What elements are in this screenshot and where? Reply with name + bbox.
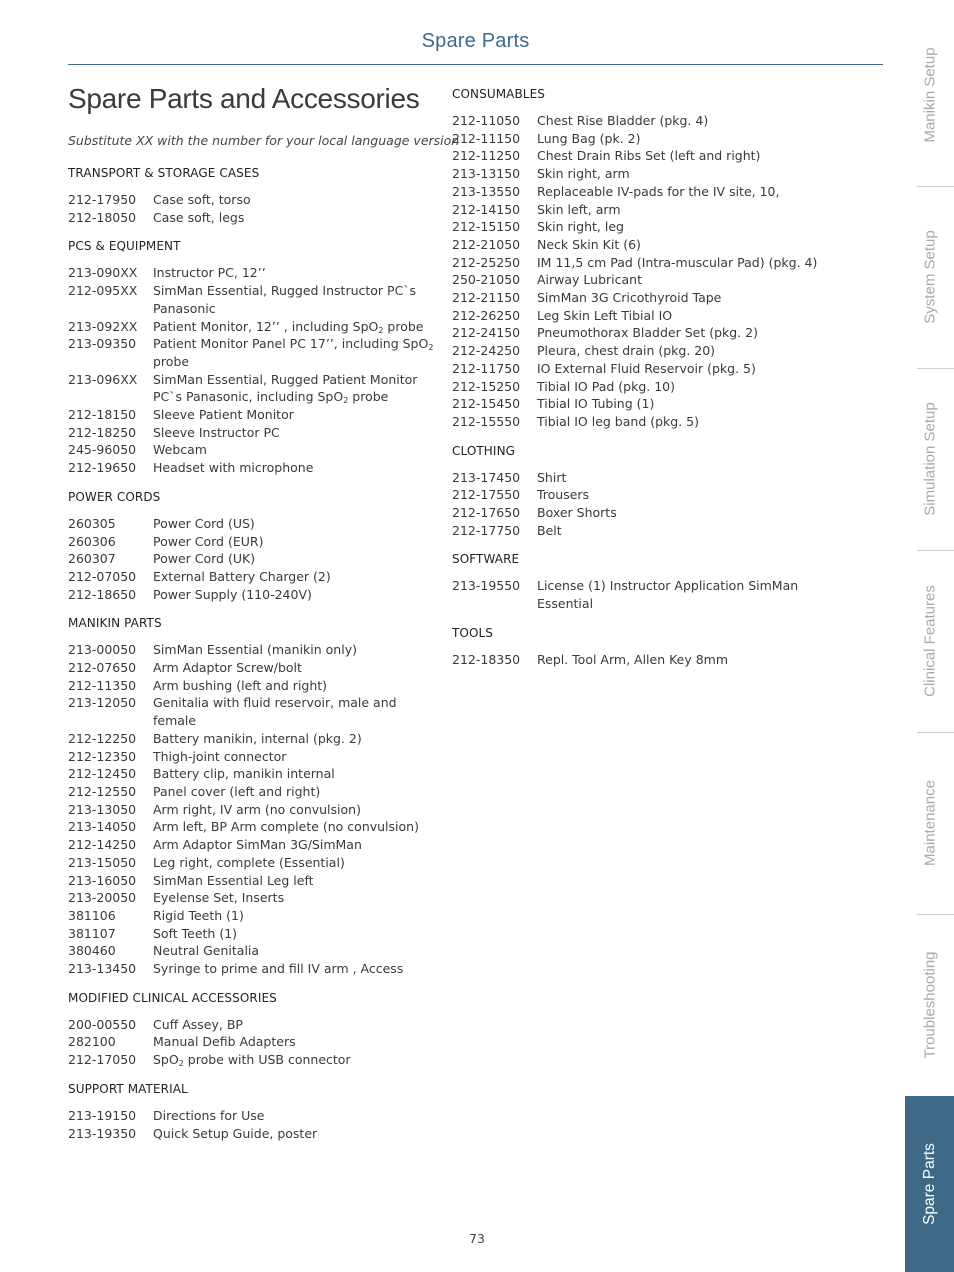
section-title: CONSUMABLES (452, 87, 545, 101)
part-description: Syringe to prime and fill IV arm , Access (153, 961, 404, 977)
parts-section (68, 990, 443, 1069)
part-row (452, 342, 837, 360)
part-row (68, 730, 443, 748)
part-row (68, 568, 443, 586)
part-description: Thigh-joint connector (153, 748, 287, 764)
part-description: External Battery Charger (2) (153, 568, 331, 584)
part-number: 212-095XX (68, 283, 138, 299)
part-description: SimMan Essential Leg left (153, 872, 314, 888)
part-row (452, 504, 837, 522)
part-number: 213-13050 (68, 801, 137, 817)
part-number: 212-11250 (452, 148, 521, 164)
part-row (68, 318, 443, 336)
part-row (452, 486, 837, 504)
page-number: 73 (469, 1231, 485, 1246)
part-row (68, 459, 443, 477)
part-description: Directions for Use (153, 1107, 265, 1123)
part-description: Panel cover (left and right) (153, 783, 321, 799)
subscript: 2 (178, 1059, 184, 1069)
section-title: SUPPORT MATERIAL (68, 1081, 188, 1096)
part-description: Eyelense Set, Inserts (153, 890, 285, 906)
part-description: Replaceable IV-pads for the IV site, 10, (537, 183, 780, 199)
part-description: Arm right, IV arm (no convulsion) (153, 801, 361, 817)
part-row (68, 872, 443, 890)
part-number: 212-21150 (452, 290, 521, 306)
part-number: 381106 (68, 907, 116, 923)
right-column (452, 86, 837, 681)
part-number: 250-21050 (452, 272, 521, 288)
part-row (452, 147, 837, 165)
part-description: Power Cord (UK) (153, 551, 256, 567)
part-row (68, 783, 443, 801)
parts-section (452, 551, 837, 612)
part-row (68, 818, 443, 836)
part-number: 212-17650 (452, 505, 521, 521)
sidebar-tab-label: Manikin Setup (921, 47, 938, 143)
part-description: Battery manikin, internal (pkg. 2) (153, 730, 362, 746)
sidebar-tab-simulation-setup[interactable] (905, 368, 954, 550)
part-row (452, 307, 837, 325)
part-number: 212-11350 (68, 677, 137, 693)
part-row (68, 960, 443, 978)
subscript: 2 (428, 343, 434, 353)
part-description: Chest Rise Bladder (pkg. 4) (537, 113, 709, 128)
part-number: 260307 (68, 551, 116, 567)
part-number: 213-00050 (68, 642, 137, 658)
part-description: Patient Monitor, 12’’ , including SpO$_2$ probe (153, 318, 424, 335)
part-row (452, 413, 837, 431)
part-number: 212-18650 (68, 586, 137, 602)
part-number: 212-18050 (68, 209, 137, 225)
part-row (68, 748, 443, 766)
part-row (452, 360, 837, 378)
part-number: 213-19350 (68, 1125, 137, 1141)
part-row (452, 395, 837, 413)
part-description: Quick Setup Guide, poster (153, 1125, 318, 1141)
part-description: Battery clip, manikin internal (153, 766, 335, 782)
part-row (452, 236, 837, 254)
part-description: SimMan Essential, Rugged Instructor PC`s Panasonic (153, 283, 417, 316)
part-number: 213-16050 (68, 872, 137, 888)
part-description: Cuff Assey, BP (153, 1016, 243, 1032)
part-row (68, 1016, 443, 1034)
parts-section (452, 86, 837, 431)
part-description: Belt (537, 522, 562, 538)
section-title: MANIKIN PARTS (68, 616, 162, 631)
part-description: Power Cord (EUR) (153, 533, 264, 549)
part-row (68, 1107, 443, 1125)
part-description: IM 11,5 cm Pad (Intra-muscular Pad) (pkg. 4) (537, 254, 818, 270)
part-row (68, 694, 443, 729)
part-description: Tibial IO Tubing (1) (537, 396, 655, 412)
part-number: 212-12550 (68, 783, 137, 799)
section-title: CLOTHING (452, 443, 516, 458)
part-row (452, 577, 837, 612)
parts-section (452, 625, 837, 669)
part-description: SpO$_2$ probe with USB connector (153, 1052, 351, 1069)
part-row (68, 836, 443, 854)
part-number: 212-24250 (452, 343, 521, 359)
section-title: MODIFIED CLINICAL ACCESSORIES (68, 990, 277, 1005)
part-description: Pneumothorax Bladder Set (pkg. 2) (537, 325, 758, 341)
part-description: Repl. Tool Arm, Allen Key 8mm (537, 651, 729, 667)
subscript: 2 (378, 325, 384, 335)
part-number: 212-25250 (452, 254, 521, 270)
section-title: PCS & EQUIPMENT (68, 239, 181, 254)
part-row (68, 191, 443, 209)
sidebar-tab-label: System Setup (921, 230, 938, 324)
part-description: Genitalia with fluid reservoir, male and female (153, 695, 397, 729)
section-title: SOFTWARE (452, 552, 520, 567)
part-row (68, 801, 443, 819)
part-number: 213-15050 (68, 854, 137, 870)
part-description: Trousers (537, 487, 590, 503)
part-description: Power Supply (110-240V) (153, 586, 312, 602)
part-number: 213-19150 (68, 1107, 137, 1123)
part-description: Tibial IO leg band (pkg. 5) (537, 413, 699, 429)
part-number: 213-14050 (68, 819, 137, 835)
part-number: 213-20050 (68, 890, 137, 906)
part-row (68, 335, 443, 370)
part-number: 213-09350 (68, 336, 137, 352)
sidebar-nav (905, 0, 954, 1272)
part-row (68, 424, 443, 442)
part-description: Arm left, BP Arm complete (no convulsion) (153, 819, 419, 835)
part-description: Sleeve Patient Monitor (153, 407, 294, 423)
part-number: 212-15250 (452, 378, 521, 394)
subtitle: Substitute XX with the number for your local language version (68, 133, 460, 148)
part-row (452, 378, 837, 396)
part-row (68, 586, 443, 604)
part-row (68, 765, 443, 783)
page-heading: Spare Parts and Accessories (68, 83, 420, 114)
part-number: 213-17450 (452, 469, 521, 485)
part-number: 212-11050 (452, 113, 521, 128)
part-number: 381107 (68, 925, 116, 941)
part-number: 212-26250 (452, 307, 521, 323)
sidebar-tab-spare-parts[interactable] (905, 1096, 954, 1272)
part-number: 212-18150 (68, 407, 137, 423)
part-description: SimMan Essential, Rugged Patient Monitor PC`s Panasonic, including SpO$_2$ probe (153, 371, 418, 406)
sidebar-tab-troubleshooting[interactable] (905, 914, 954, 1096)
sidebar-tab-manikin-setup[interactable] (905, 4, 954, 186)
part-description: Tibial IO Pad (pkg. 10) (537, 378, 675, 394)
part-description: Headset with microphone (153, 460, 314, 476)
part-row (452, 201, 837, 219)
part-row (68, 641, 443, 659)
part-row (452, 469, 837, 487)
part-number: 212-17050 (68, 1052, 137, 1068)
part-row (452, 271, 837, 289)
part-number: 213-090XX (68, 265, 138, 281)
part-description: Sleeve Instructor PC (153, 424, 280, 440)
subscript: 2 (343, 396, 349, 406)
part-number: 245-96050 (68, 442, 137, 458)
part-description: Chest Drain Ribs Set (left and right) (537, 148, 761, 164)
part-description: License (1) Instructor Application SimMan Essential (537, 578, 799, 612)
section-title: POWER CORDS (68, 489, 161, 504)
part-number: 212-19650 (68, 460, 137, 476)
parts-section (68, 165, 443, 226)
part-number: 213-13550 (452, 183, 521, 199)
part-row (68, 889, 443, 907)
part-row (452, 289, 837, 307)
left-column (68, 165, 443, 1154)
part-description: Shirt (537, 469, 567, 485)
part-description: Webcam (153, 442, 207, 458)
part-row (68, 550, 443, 568)
part-row (68, 942, 443, 960)
part-number: 212-07050 (68, 568, 137, 584)
part-number: 212-21050 (452, 236, 521, 252)
part-number: 212-12250 (68, 730, 137, 746)
part-number: 213-13150 (452, 166, 521, 182)
part-description: Skin right, arm (537, 166, 630, 182)
part-number: 260305 (68, 515, 116, 531)
part-description: Instructor PC, 12’’ (153, 265, 266, 281)
part-description: Arm bushing (left and right) (153, 677, 328, 693)
part-row (452, 254, 837, 272)
parts-section (68, 489, 443, 604)
part-row (68, 371, 443, 406)
part-row (68, 925, 443, 943)
part-number: 212-17750 (452, 522, 521, 538)
part-row (68, 441, 443, 459)
part-row (452, 218, 837, 236)
part-number: 212-11150 (452, 130, 521, 146)
part-description: Neutral Genitalia (153, 943, 260, 959)
sidebar-tab-label: Spare Parts (920, 1143, 938, 1225)
part-description: SimMan 3G Cricothyroid Tape (537, 290, 722, 306)
parts-section (68, 615, 443, 977)
part-description: Neck Skin Kit (6) (537, 236, 641, 252)
part-number: 212-15150 (452, 219, 521, 235)
part-row (68, 264, 443, 282)
part-description: Leg Skin Left Tibial IO (537, 307, 673, 323)
part-row (68, 406, 443, 424)
section-title: TRANSPORT & STORAGE CASES (68, 166, 260, 180)
part-row (68, 1125, 443, 1143)
part-row (452, 130, 837, 148)
part-row (452, 324, 837, 342)
part-row (68, 209, 443, 227)
part-number: 212-14250 (68, 837, 137, 853)
part-row (452, 651, 837, 669)
sidebar-tab-label: Troubleshooting (921, 951, 938, 1059)
parts-section (68, 238, 443, 476)
part-description: Lung Bag (pk. 2) (537, 130, 641, 146)
part-row (452, 522, 837, 540)
part-description: Arm Adaptor SimMan 3G/SimMan (153, 837, 362, 853)
part-number: 282100 (68, 1034, 116, 1050)
sidebar-tab-system-setup[interactable] (905, 186, 954, 368)
part-number: 200-00550 (68, 1016, 137, 1032)
part-description: Arm Adaptor Screw/bolt (153, 660, 302, 676)
part-number: 213-096XX (68, 371, 138, 387)
part-description: Boxer Shorts (537, 505, 617, 521)
part-description: Leg right, complete (Essential) (153, 854, 345, 870)
part-description: Power Cord (US) (153, 515, 255, 531)
part-row (452, 165, 837, 183)
part-number: 212-12450 (68, 766, 137, 782)
part-description: Pleura, chest drain (pkg. 20) (537, 343, 716, 359)
part-description: Skin right, leg (537, 219, 624, 235)
part-number: 212-07650 (68, 660, 137, 676)
part-row (68, 1033, 443, 1051)
part-number: 213-12050 (68, 695, 137, 711)
part-number: 380460 (68, 943, 116, 959)
part-number: 212-17550 (452, 487, 521, 503)
part-row (68, 515, 443, 533)
part-number: 212-18350 (452, 651, 521, 667)
part-number: 212-24150 (452, 325, 521, 341)
part-number: 212-17950 (68, 192, 137, 207)
part-number: 212-12350 (68, 748, 137, 764)
sidebar-tab-clinical-features[interactable] (905, 550, 954, 732)
header-title: Spare Parts (421, 30, 530, 52)
part-description: Patient Monitor Panel PC 17’’, including SpO$_2$ probe (153, 336, 434, 369)
part-row (452, 112, 837, 130)
part-row (68, 533, 443, 551)
part-number: 212-18250 (68, 424, 137, 440)
header-rule (68, 64, 883, 65)
sidebar-tab-label: Maintenance (921, 780, 938, 866)
part-number: 260306 (68, 533, 116, 549)
part-row (452, 183, 837, 201)
part-row (68, 282, 443, 317)
sidebar-tab-label: Clinical Features (921, 585, 938, 697)
part-row (68, 1051, 443, 1069)
part-description: Case soft, legs (153, 209, 245, 225)
part-description: Rigid Teeth (1) (153, 907, 244, 923)
part-description: IO External Fluid Reservoir (pkg. 5) (537, 360, 756, 376)
part-number: 213-092XX (68, 318, 138, 334)
section-title: TOOLS (452, 625, 494, 640)
part-description: Case soft, torso (153, 192, 251, 207)
parts-section (452, 443, 837, 540)
part-number: 213-13450 (68, 961, 137, 977)
part-number: 212-15450 (452, 396, 521, 412)
part-description: Skin left, arm (537, 201, 621, 217)
part-number: 212-14150 (452, 201, 521, 217)
parts-section (68, 1081, 443, 1142)
part-row (68, 677, 443, 695)
part-description: Manual Defib Adapters (153, 1034, 296, 1050)
part-row (68, 659, 443, 677)
part-number: 212-15550 (452, 413, 521, 429)
sidebar-tab-label: Simulation Setup (921, 402, 938, 516)
part-description: Airway Lubricant (537, 272, 642, 288)
part-number: 213-19550 (452, 578, 521, 594)
part-description: SimMan Essential (manikin only) (153, 642, 357, 658)
part-description: Soft Teeth (1) (153, 925, 238, 941)
part-row (68, 854, 443, 872)
sidebar-tab-maintenance[interactable] (905, 732, 954, 914)
part-number: 212-11750 (452, 360, 521, 376)
part-row (68, 907, 443, 925)
